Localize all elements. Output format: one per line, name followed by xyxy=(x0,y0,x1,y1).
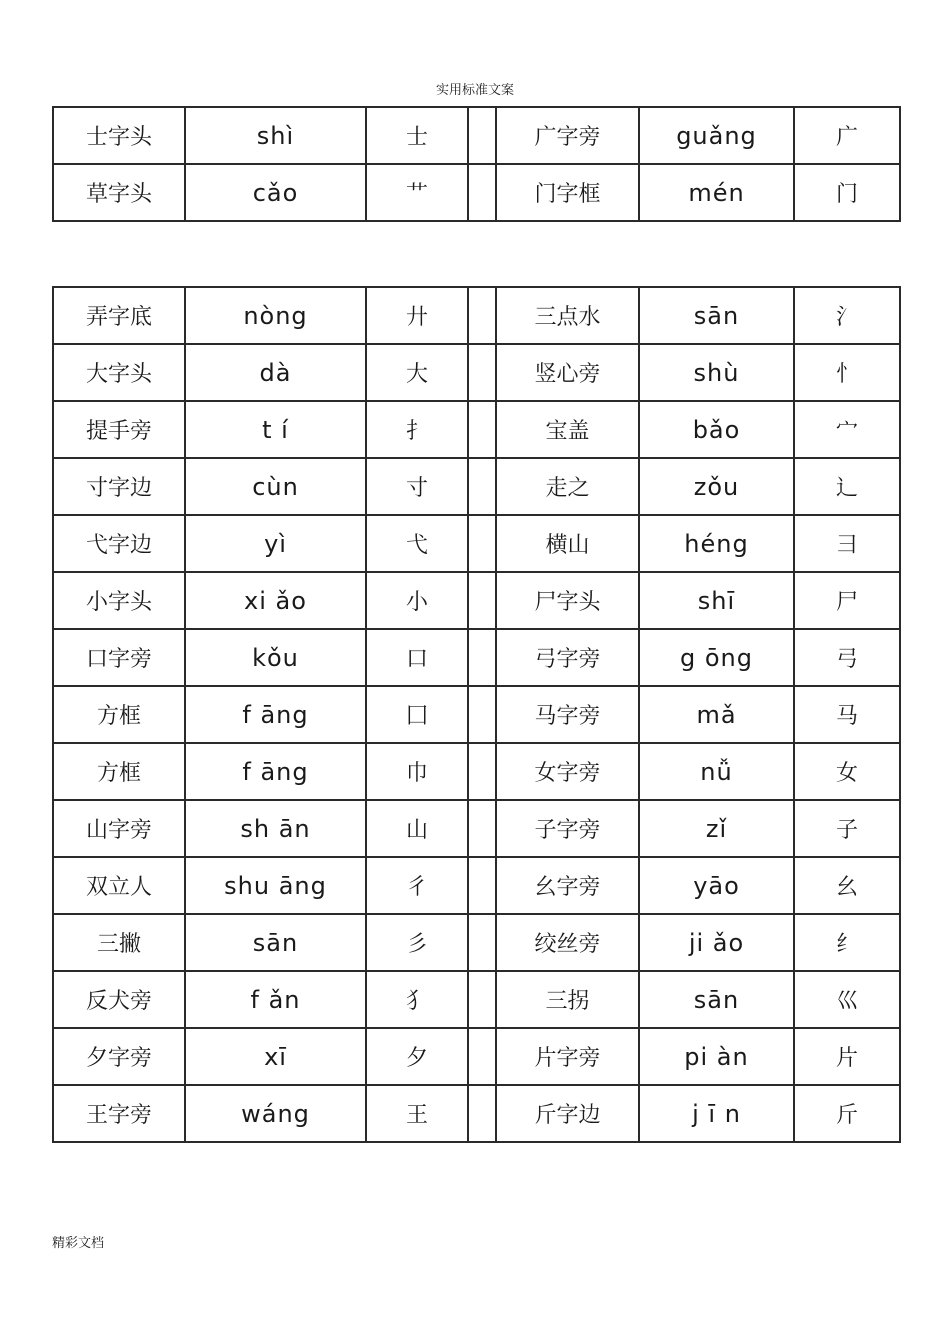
table-row xyxy=(53,686,900,743)
radical-glyph-cell: 弓 xyxy=(794,629,900,686)
table-row xyxy=(53,857,900,914)
column-divider xyxy=(468,971,496,1028)
radical-name-cell: 走之 xyxy=(496,458,639,515)
column-divider xyxy=(468,914,496,971)
pinyin-cell: shu āng xyxy=(185,857,366,914)
column-divider xyxy=(468,164,496,221)
pinyin-cell: wáng xyxy=(185,1085,366,1142)
pinyin-cell: f ǎn xyxy=(185,971,366,1028)
table-row xyxy=(53,629,900,686)
pinyin-cell: bǎo xyxy=(639,401,794,458)
radical-name-cell: 片字旁 xyxy=(496,1028,639,1085)
radical-glyph-cell: 忄 xyxy=(794,344,900,401)
column-divider xyxy=(468,800,496,857)
radical-glyph-cell: 囗 xyxy=(366,686,468,743)
radical-glyph-cell: 王 xyxy=(366,1085,468,1142)
radical-name-cell: 广字旁 xyxy=(496,107,639,164)
radical-name-cell: 双立人 xyxy=(53,857,185,914)
pinyin-cell: cǎo xyxy=(185,164,366,221)
radical-glyph-cell: 扌 xyxy=(366,401,468,458)
column-divider xyxy=(468,1085,496,1142)
pinyin-cell: yāo xyxy=(639,857,794,914)
radical-name-cell: 山字旁 xyxy=(53,800,185,857)
radical-name-cell: 口字旁 xyxy=(53,629,185,686)
radical-name-cell: 子字旁 xyxy=(496,800,639,857)
pinyin-cell: xī xyxy=(185,1028,366,1085)
pinyin-cell: sān xyxy=(639,971,794,1028)
pinyin-cell: mǎ xyxy=(639,686,794,743)
column-divider xyxy=(468,515,496,572)
radical-name-cell: 弋字边 xyxy=(53,515,185,572)
radical-name-cell: 三撇 xyxy=(53,914,185,971)
pinyin-cell: xi ǎo xyxy=(185,572,366,629)
radical-glyph-cell: 子 xyxy=(794,800,900,857)
radical-table-top xyxy=(52,106,901,222)
pinyin-cell: f āng xyxy=(185,686,366,743)
radical-name-cell: 横山 xyxy=(496,515,639,572)
radical-glyph-cell: 片 xyxy=(794,1028,900,1085)
table-row xyxy=(53,401,900,458)
table-row xyxy=(53,743,900,800)
radical-glyph-cell: 小 xyxy=(366,572,468,629)
radical-glyph-cell: 女 xyxy=(794,743,900,800)
pinyin-cell: t í xyxy=(185,401,366,458)
radical-name-cell: 方框 xyxy=(53,743,185,800)
pinyin-cell: mén xyxy=(639,164,794,221)
radical-glyph-cell: 幺 xyxy=(794,857,900,914)
radical-name-cell: 寸字边 xyxy=(53,458,185,515)
pinyin-cell: shī xyxy=(639,572,794,629)
radical-name-cell: 士字头 xyxy=(53,107,185,164)
column-divider xyxy=(468,107,496,164)
table-row xyxy=(53,1028,900,1085)
radical-glyph-cell: 山 xyxy=(366,800,468,857)
table-row xyxy=(53,515,900,572)
pinyin-cell: yì xyxy=(185,515,366,572)
pinyin-cell: guǎng xyxy=(639,107,794,164)
radical-name-cell: 三拐 xyxy=(496,971,639,1028)
radical-table-main xyxy=(52,286,901,1143)
column-divider xyxy=(468,401,496,458)
radical-glyph-cell: 寸 xyxy=(366,458,468,515)
radical-glyph-cell: 纟 xyxy=(794,914,900,971)
pinyin-cell: zǐ xyxy=(639,800,794,857)
pinyin-cell: pi àn xyxy=(639,1028,794,1085)
radical-name-cell: 幺字旁 xyxy=(496,857,639,914)
table-row xyxy=(53,287,900,344)
table-row xyxy=(53,344,900,401)
radical-glyph-cell: 大 xyxy=(366,344,468,401)
radical-glyph-cell: 尸 xyxy=(794,572,900,629)
pinyin-cell: dà xyxy=(185,344,366,401)
radical-name-cell: 草字头 xyxy=(53,164,185,221)
table-row xyxy=(53,914,900,971)
radical-glyph-cell: 夕 xyxy=(366,1028,468,1085)
column-divider xyxy=(468,287,496,344)
pinyin-cell: shù xyxy=(639,344,794,401)
radical-glyph-cell: 门 xyxy=(794,164,900,221)
radical-name-cell: 三点水 xyxy=(496,287,639,344)
radical-glyph-cell: 广 xyxy=(794,107,900,164)
pinyin-cell: zǒu xyxy=(639,458,794,515)
page-header: 实用标准文案 xyxy=(435,83,514,98)
radical-name-cell: 尸字头 xyxy=(496,572,639,629)
radical-name-cell: 小字头 xyxy=(53,572,185,629)
radical-glyph-cell: 斤 xyxy=(794,1085,900,1142)
radical-glyph-cell: 辶 xyxy=(794,458,900,515)
radical-glyph-cell: 艹 xyxy=(366,164,468,221)
table-row xyxy=(53,800,900,857)
table-row xyxy=(53,164,900,221)
pinyin-cell: ji ǎo xyxy=(639,914,794,971)
pinyin-cell: sān xyxy=(185,914,366,971)
radical-name-cell: 斤字边 xyxy=(496,1085,639,1142)
radical-glyph-cell: 士 xyxy=(366,107,468,164)
radical-glyph-cell: 彐 xyxy=(794,515,900,572)
radical-name-cell: 王字旁 xyxy=(53,1085,185,1142)
column-divider xyxy=(468,686,496,743)
pinyin-cell: sh ān xyxy=(185,800,366,857)
radical-name-cell: 弄字底 xyxy=(53,287,185,344)
radical-glyph-cell: 巛 xyxy=(794,971,900,1028)
radical-name-cell: 竖心旁 xyxy=(496,344,639,401)
radical-name-cell: 马字旁 xyxy=(496,686,639,743)
radical-name-cell: 反犬旁 xyxy=(53,971,185,1028)
table-row xyxy=(53,971,900,1028)
pinyin-cell: nòng xyxy=(185,287,366,344)
radical-glyph-cell: 宀 xyxy=(794,401,900,458)
radical-glyph-cell: 马 xyxy=(794,686,900,743)
radical-name-cell: 女字旁 xyxy=(496,743,639,800)
radical-name-cell: 弓字旁 xyxy=(496,629,639,686)
column-divider xyxy=(468,458,496,515)
pinyin-cell: kǒu xyxy=(185,629,366,686)
table-row xyxy=(53,572,900,629)
pinyin-cell: héng xyxy=(639,515,794,572)
pinyin-cell: shì xyxy=(185,107,366,164)
pinyin-cell: nǚ xyxy=(639,743,794,800)
radical-name-cell: 门字框 xyxy=(496,164,639,221)
column-divider xyxy=(468,344,496,401)
table-row xyxy=(53,458,900,515)
radical-name-cell: 提手旁 xyxy=(53,401,185,458)
radical-name-cell: 夕字旁 xyxy=(53,1028,185,1085)
pinyin-cell: sān xyxy=(639,287,794,344)
pinyin-cell: cùn xyxy=(185,458,366,515)
pinyin-cell: j ī n xyxy=(639,1085,794,1142)
radical-name-cell: 绞丝旁 xyxy=(496,914,639,971)
table-row xyxy=(53,107,900,164)
radical-glyph-cell: 巾 xyxy=(366,743,468,800)
radical-glyph-cell: 口 xyxy=(366,629,468,686)
pinyin-cell: f āng xyxy=(185,743,366,800)
radical-glyph-cell: 廾 xyxy=(366,287,468,344)
column-divider xyxy=(468,1028,496,1085)
column-divider xyxy=(468,629,496,686)
table-row xyxy=(53,1085,900,1142)
radical-name-cell: 宝盖 xyxy=(496,401,639,458)
column-divider xyxy=(468,743,496,800)
radical-glyph-cell: 彡 xyxy=(366,914,468,971)
radical-name-cell: 方框 xyxy=(53,686,185,743)
column-divider xyxy=(468,857,496,914)
radical-name-cell: 大字头 xyxy=(53,344,185,401)
radical-glyph-cell: 氵 xyxy=(794,287,900,344)
radical-glyph-cell: 弋 xyxy=(366,515,468,572)
radical-glyph-cell: 犭 xyxy=(366,971,468,1028)
page-footer: 精彩文档 xyxy=(52,1236,105,1251)
pinyin-cell: g ōng xyxy=(639,629,794,686)
radical-glyph-cell: 彳 xyxy=(366,857,468,914)
column-divider xyxy=(468,572,496,629)
